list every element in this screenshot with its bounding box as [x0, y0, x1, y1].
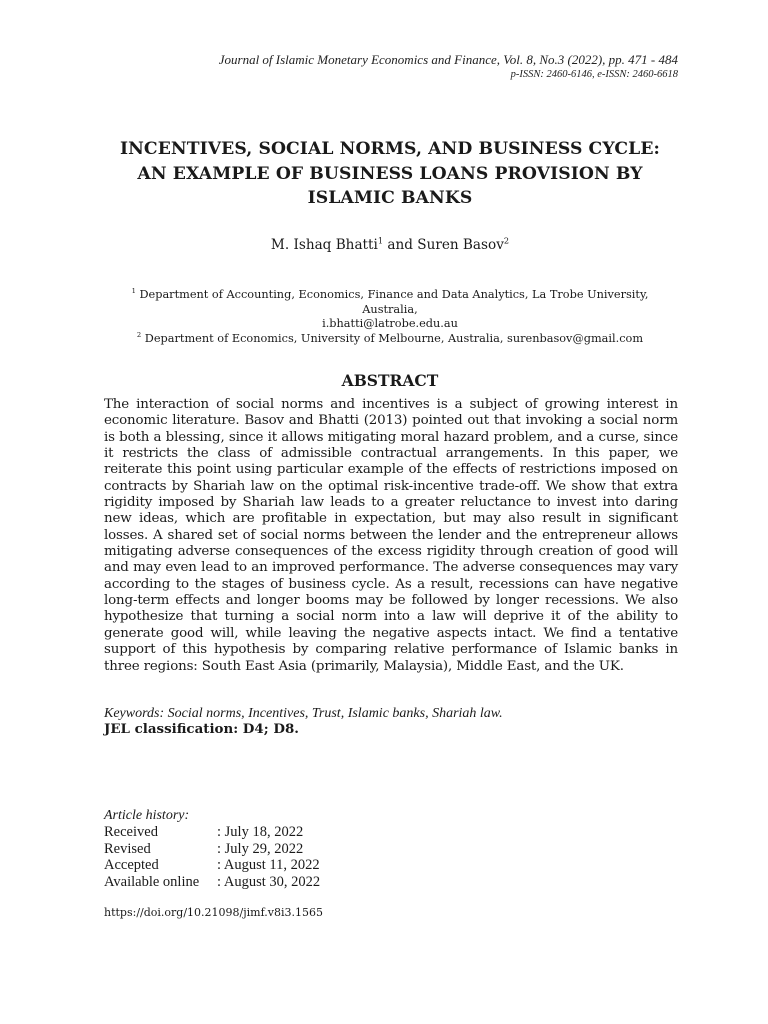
history-value: : July 18, 2022 [217, 824, 304, 840]
affiliation-text: Department of Accounting, Economics, Finance and Data Analytics, La Trobe University, Australia, [135, 288, 649, 316]
title-line: AN EXAMPLE OF BUSINESS LOANS PROVISION BY [137, 163, 643, 184]
history-label: Available online [104, 873, 200, 890]
issn-line: p-ISSN: 2460-6146, e-ISSN: 2460-6618 [510, 69, 678, 80]
affiliation-item [104, 288, 676, 317]
title-line: ISLAMIC BANKS [307, 188, 473, 208]
author-name: Suren Basov [417, 237, 504, 253]
journal-header [219, 51, 678, 82]
history-row-accepted [104, 857, 320, 874]
author-conjunction: and [383, 237, 418, 253]
affiliation-mark: 2 [136, 330, 142, 339]
history-label: Received [104, 824, 158, 840]
history-label: Accepted [104, 857, 159, 874]
title-line: INCENTIVES, SOCIAL NORMS, AND BUSINESS CYCLE: [119, 139, 661, 159]
jel-classification: JEL classification: D4; D8. [104, 721, 299, 737]
author-name: M. Ishaq Bhatti [270, 237, 378, 253]
history-value: : August 30, 2022 [217, 873, 321, 890]
paper-title [104, 137, 676, 211]
history-row-available-online [104, 874, 320, 891]
abstract-body: The interaction of social norms and incentives is a subject of growing interest in economic literature. Basov and Bhatti (2013) pointed out that invoking a social norm is both a blessing, since it allows mitigating moral hazard problem, and a curse, since it restricts the class of admissible contractual arrangements. In this paper, we reiterate this point using particular example of the effects of restrictions imposed on contracts by Shariah law on the optimal risk-incentive trade-off. We show that extra rigidity imposed by Shariah law leads to a greater reluctance to invest into daring new ideas, which are profitable in expectation, but may also result in significant losses. A shared set of social norms between the lender and the entrepreneur allows mitigating adverse consequences of the excess rigidity through creation of good will and may even lead to an improved performance. The adverse consequences may vary according to the stages of business cycle. As a result, recessions can have negative long-term effects and longer booms may be followed by longer recessions. We also hypothesize that turning a social norm into a law will deprive it of the ability to generate good will, while leaving the negative aspects intact. We find a tentative support of this hypothesis by comparing relative performance of Islamic banks in three regions: South East Asia (primarily, Malaysia), Middle East, and the UK. [104, 397, 678, 674]
affiliations [104, 288, 676, 346]
affiliation-mark: 1 [131, 287, 136, 296]
author-list [104, 236, 676, 254]
journal-citation: Journal of Islamic Monetary Economics and Finance, Vol. 8, No.3 (2022), pp. 471 - 484 [218, 52, 678, 67]
abstract-heading: ABSTRACT [341, 371, 439, 390]
author-affiliation-mark: 2 [503, 235, 510, 246]
history-row-received [104, 824, 320, 841]
affiliation-text: Department of Economics, University of Melbourne, Australia, surenbasov@gmail.com [141, 331, 644, 345]
history-row-revised [104, 841, 320, 858]
history-value: : August 11, 2022 [217, 857, 320, 874]
affiliation-item [104, 332, 676, 347]
article-history [104, 824, 320, 890]
doi-link[interactable]: https://doi.org/10.21098/jimf.v8i3.1565 [104, 906, 323, 919]
article-history-heading: Article history: [104, 808, 190, 823]
author-affiliation-mark: 1 [377, 235, 384, 246]
history-label: Revised [104, 840, 151, 857]
history-value: : July 29, 2022 [217, 840, 304, 857]
keywords: Keywords: Social norms, Incentives, Trust, Islamic banks, Shariah law. [104, 706, 503, 721]
affiliation-email: i.bhatti@latrobe.edu.au [322, 317, 458, 330]
